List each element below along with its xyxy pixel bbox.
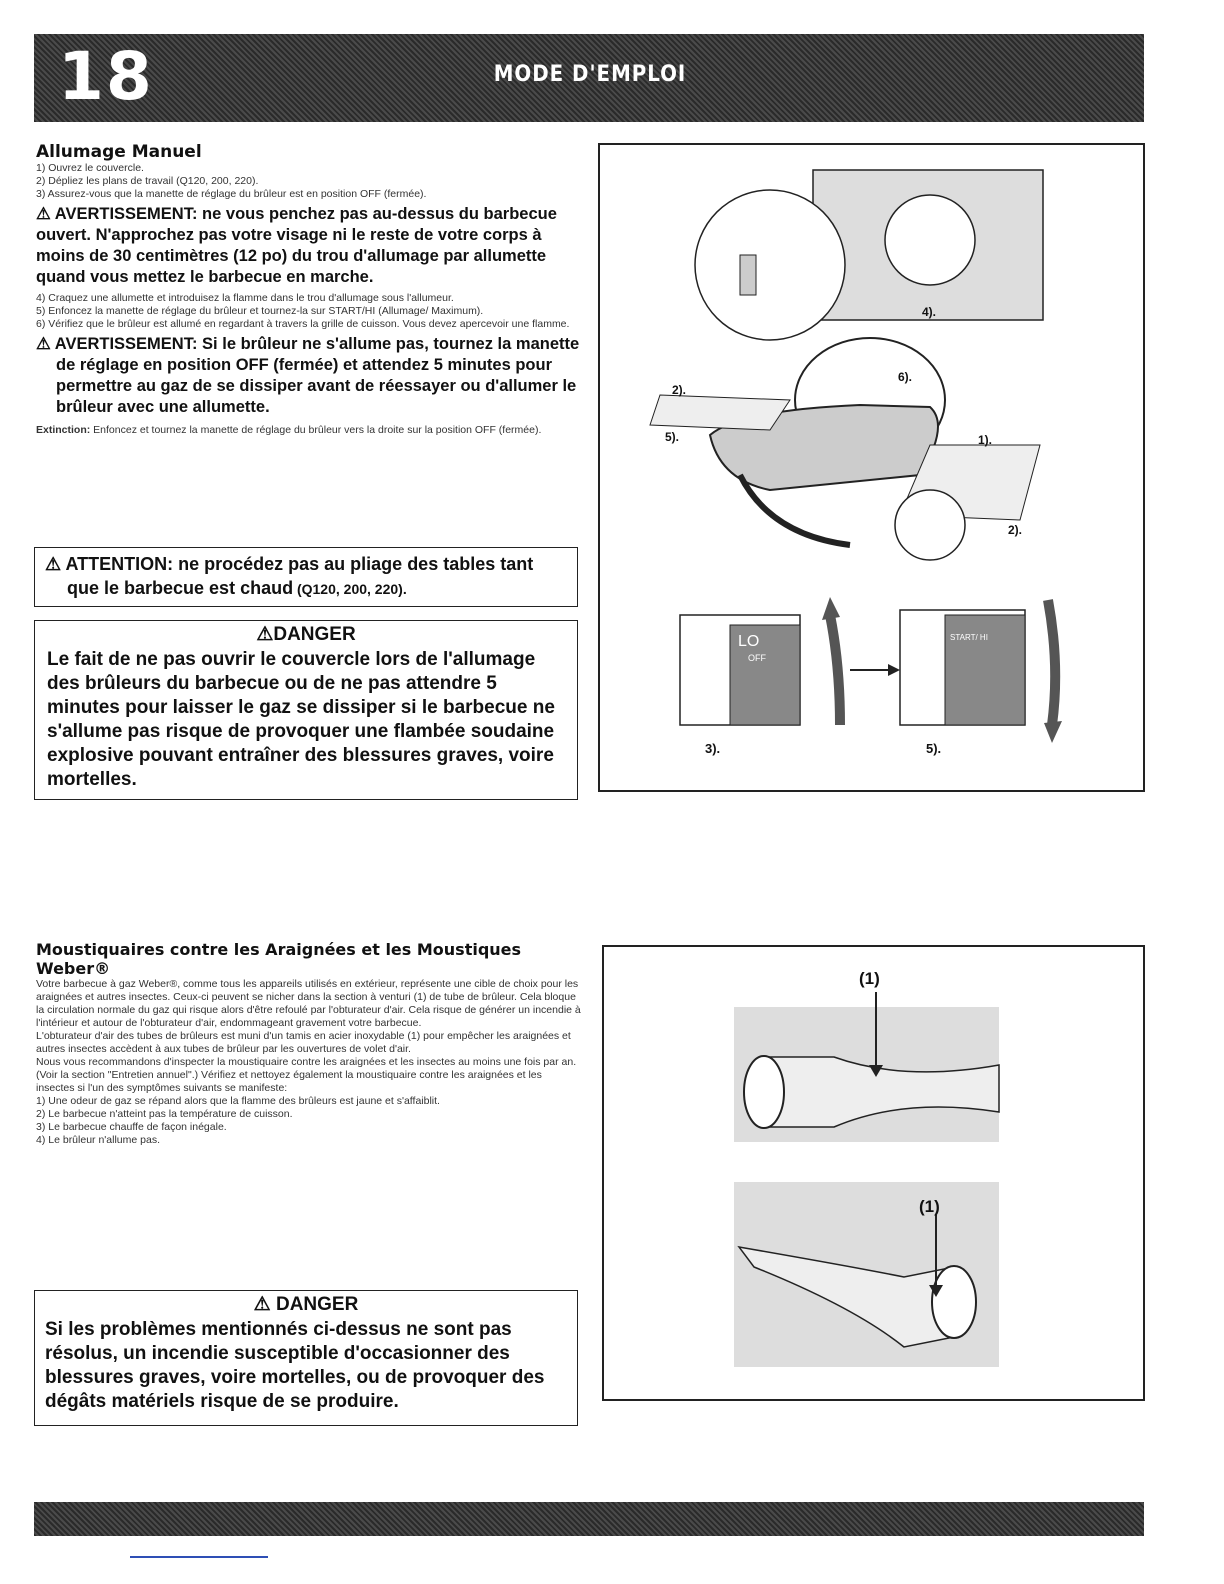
attention-text [35, 548, 577, 605]
step: 6) Vérifiez que le brûleur est allumé en regardant à travers la grille de cuisson. Vous devez apercevoir une flamme. [36, 318, 570, 330]
danger-box-2 [34, 1290, 578, 1426]
knob-start [945, 615, 1025, 725]
page-title: MODE D'EMPLOI [493, 62, 687, 87]
burner-tube-figure [602, 945, 1145, 1401]
footer-line [130, 1556, 268, 1558]
section-title: Allumage Manuel [36, 142, 202, 162]
extinction-body: Enfoncez et tournez la manette de réglage du brûleur vers la droite sur la position OFF (fermée). [90, 424, 542, 436]
danger-text: Le fait de ne pas ouvrir le couvercle lors de l'allumage des brûleurs du barbecue ou de ne pas attendre 5 minutes pour laisser le gaz se dissiper si le barbecue ne s'allume pas risque de provoquer une flambée soudaine explosive pouvant entraîner des blessures graves, voire mortelles. [47, 649, 555, 790]
label-step-6: 6). [898, 370, 913, 384]
page-number: 18 [58, 38, 154, 115]
callout-top: (1) [859, 969, 880, 988]
knob-start-text: START/ HI [950, 633, 988, 642]
rotate-arrow-up [830, 615, 840, 725]
tube-end-bottom [932, 1266, 976, 1338]
rotate-arrow-up-head [822, 597, 840, 620]
match-detail [695, 190, 845, 340]
grill-illustration [600, 145, 1143, 790]
ignition-hole-detail [885, 195, 975, 285]
rotate-arrow-down-head [1044, 721, 1062, 743]
knob-lo-text: LO [738, 633, 760, 650]
step: 4) Craquez une allumette et introduisez la flamme dans le trou d'allumage sous l'allumeur. [36, 292, 454, 304]
attention-main: ⚠ ATTENTION: ne procédez pas au pliage des tables tant que le barbecue est chaud [45, 554, 534, 598]
symptom: 4) Le brûleur n'allume pas. [36, 1134, 160, 1146]
extinction-text [36, 424, 581, 437]
step: 5) Enfoncez la manette de réglage du brûleur et tournez-la sur START/HI (Allumage/ Maximum). [36, 305, 484, 317]
paragraph: L'obturateur d'air des tubes de brûleurs est muni d'un tamis en acier inoxydable (1) pour empêcher les araignées et autres insectes accèdent à aux tubes de brûleur par les ouvertures de volet d'air. [36, 1030, 571, 1055]
manual-lighting-section [36, 142, 581, 437]
step-arrow-head [888, 664, 900, 676]
attention-models: (Q120, 200, 220). [293, 581, 407, 597]
symptom: 1) Une odeur de gaz se répand alors que la flamme des brûleurs est jaune et s'affaiblit. [36, 1095, 440, 1107]
attention-box [34, 547, 578, 607]
label-step-3: 3). [705, 741, 721, 756]
extinction-label: Extinction: [36, 424, 91, 436]
step: 3) Assurez-vous que la manette de réglage du brûleur est en position OFF (fermée). [36, 188, 427, 200]
step: 1) Ouvrez le couvercle. [36, 162, 144, 174]
tube-end-top [744, 1056, 784, 1128]
symptom: 2) Le barbecue n'atteint pas la température de cuisson. [36, 1108, 293, 1120]
footer-bar [34, 1502, 1144, 1536]
label-step-5: 5). [665, 430, 680, 444]
label-step-1: 1). [978, 433, 993, 447]
step: 2) Dépliez les plans de travail (Q120, 200, 220). [36, 175, 259, 187]
rotate-arrow-down [1048, 600, 1055, 725]
danger-title: ⚠ DANGER [253, 1294, 359, 1315]
igniter [740, 255, 756, 295]
label-step-2: 2). [672, 383, 687, 397]
burner-illustration [604, 947, 1143, 1399]
callout-bottom: (1) [919, 1197, 940, 1216]
symptom: 3) Le barbecue chauffe de façon inégale. [36, 1121, 227, 1133]
label-step-4: 4). [922, 305, 937, 319]
lighting-figure [598, 143, 1145, 792]
section-title: Moustiquaires contre les Araignées et les Moustiques Weber® [36, 940, 522, 978]
danger-title: ⚠DANGER [256, 624, 356, 645]
label-step-5b: 5). [926, 741, 942, 756]
knob-off-text: OFF [748, 653, 766, 663]
danger-box [34, 620, 578, 800]
side-table-left [650, 395, 790, 430]
paragraph: Votre barbecue à gaz Weber®, comme tous les appareils utilisés en extérieur, représente une cible de choix pour les araignées et autres insectes. Ceux-ci peuvent se nicher dans la section à venturi (1) de tube de brûleur. Cela bloque la circulation normale du gaz qui risque alors d'être refoulé par l'obturateur d'air. Cela risque de générer un incendie à l'intérieur et autour de l'obturateur d'air, endommageant gravement votre barbecue. [36, 978, 581, 1029]
warning-text: ⚠ AVERTISSEMENT: ne vous penchez pas au-dessus du barbecue ouvert. N'approchez pas votre visage ni le reste de votre corps à moins de 30 centimètres (12 po) du trou d'allumage par allumette quand vous mettez le barbecue en marche. [36, 205, 557, 286]
danger-text: Si les problèmes mentionnés ci-dessus ne sont pas résolus, un incendie susceptible d'occasionner des blessures graves, voire mortelles, ou de provoquer des dégâts matériels risque de se produire. [45, 1319, 545, 1412]
knob-detail [895, 490, 965, 560]
paragraph: Nous vous recommandons d'inspecter la moustiquaire contre les araignées et les insectes au moins une fois par an. (Voir la section "Entretien annuel".) Vérifiez et nettoyez également la moustiquaire contre les araignées et les insectes si l'un des symptômes suivants se manifeste: [36, 1056, 577, 1094]
label-step-2b: 2). [1008, 523, 1023, 537]
spider-screen-section [36, 940, 581, 1147]
warning-text: ⚠ AVERTISSEMENT: Si le brûleur ne s'allume pas, tournez la manette de réglage en position OFF (fermée) et attendez 5 minutes pour permettre au gaz de se dissiper avant de réessayer ou d'allumer le brûleur avec une allumette. [36, 335, 580, 416]
